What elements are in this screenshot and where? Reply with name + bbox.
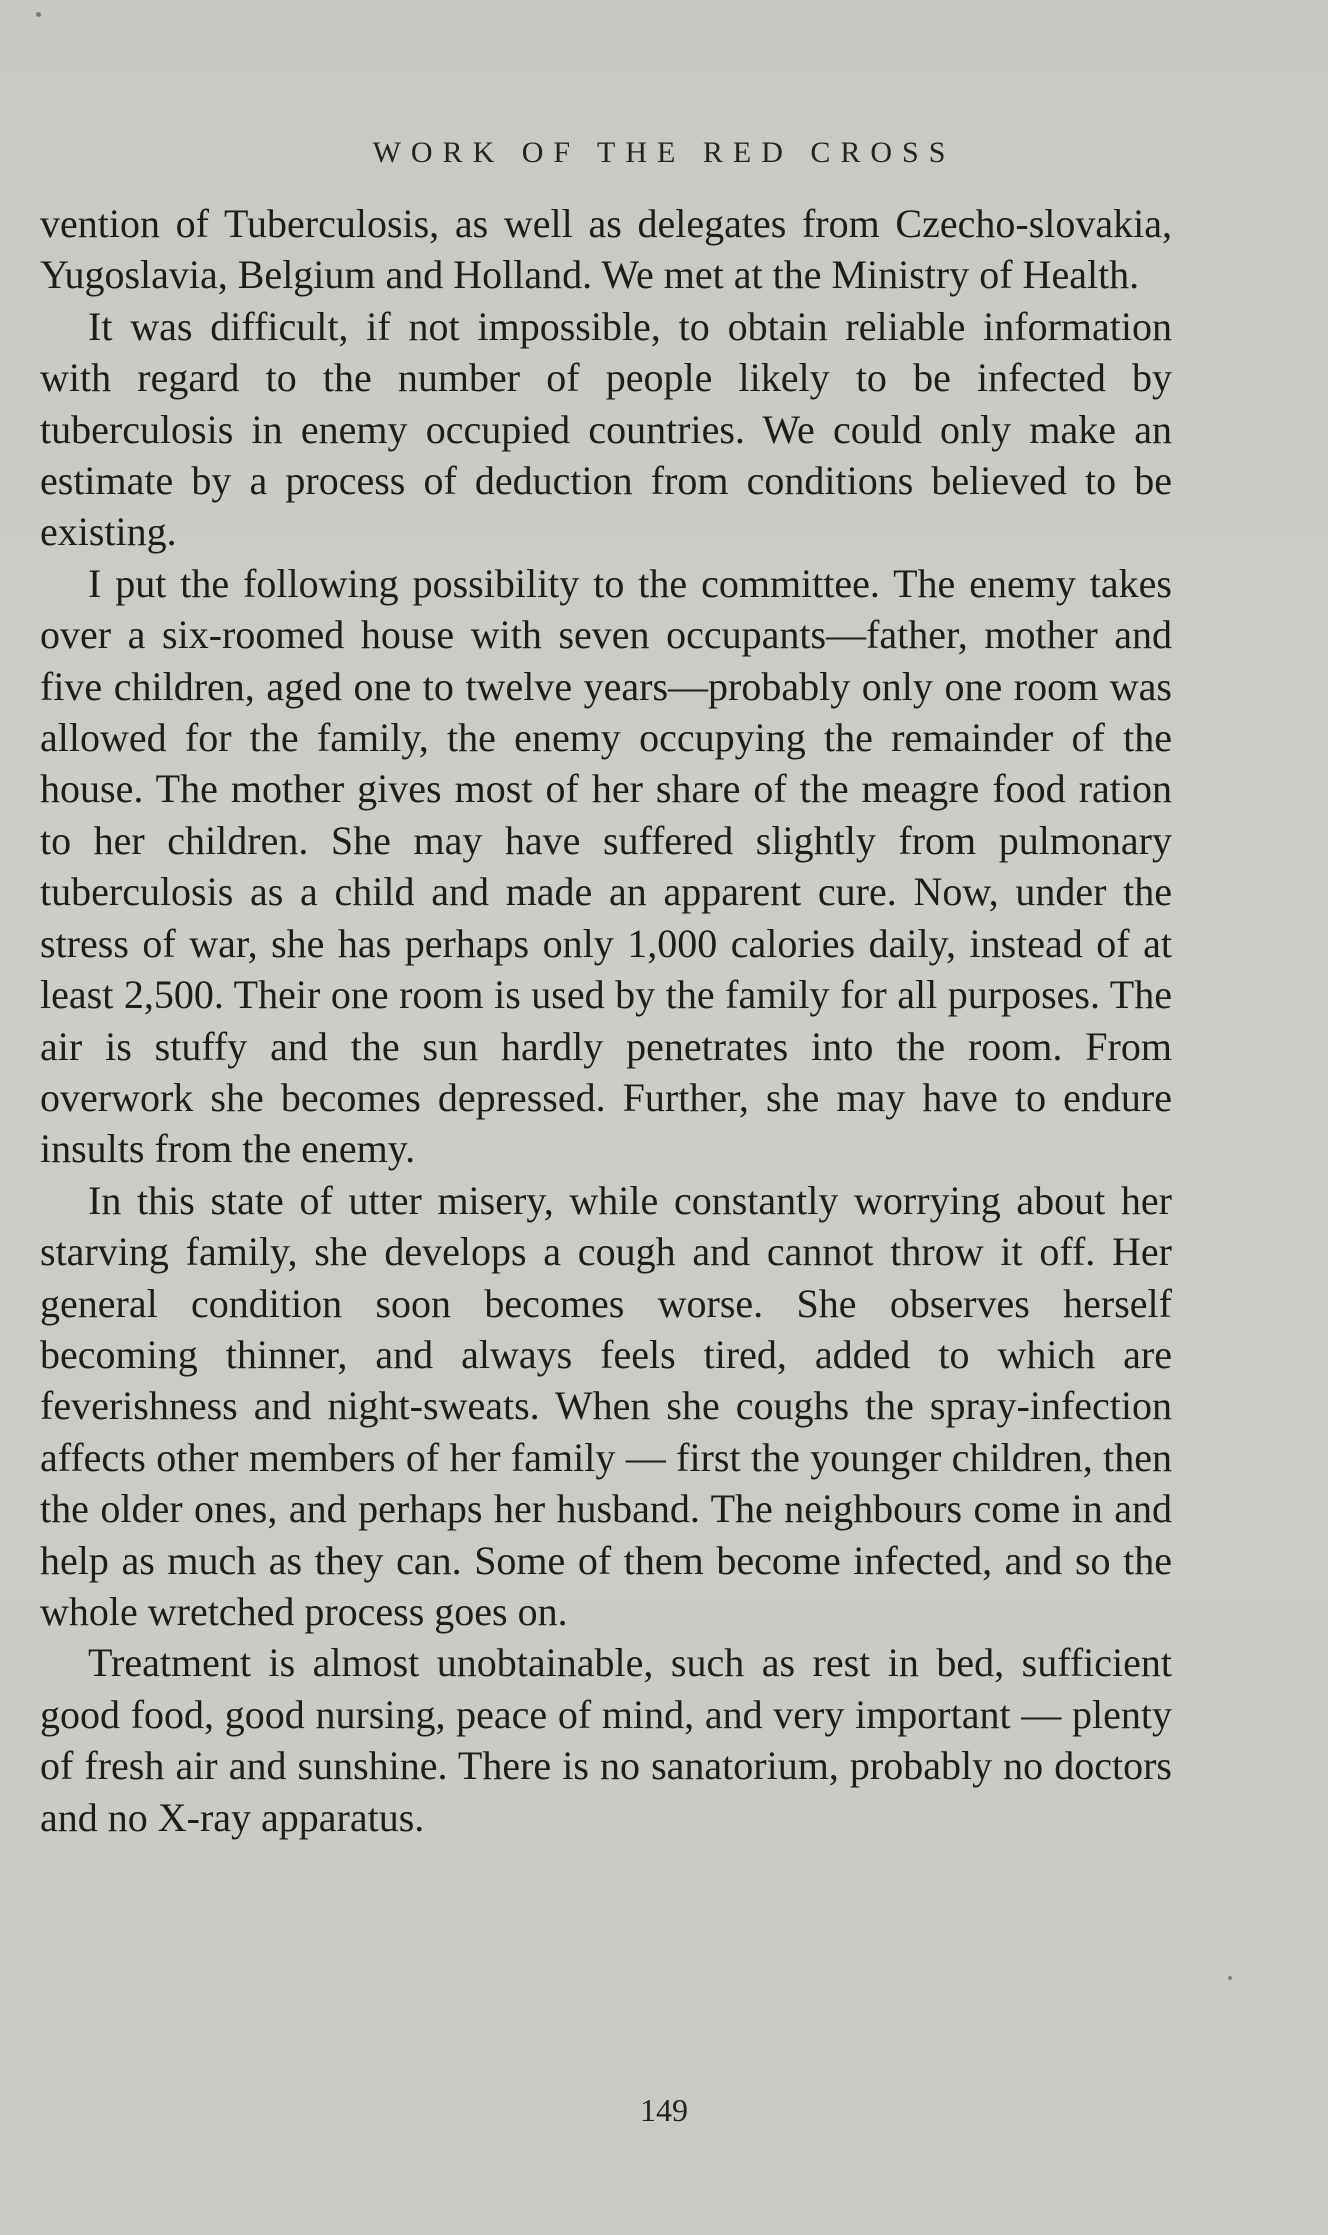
paper-speck xyxy=(1228,1976,1232,1980)
paragraph: It was difficult, if not impossible, to obtain reliable information with regard to the number of people likely to be infected by tuberculosis in enemy occupied countries. We could only make an estimate by a process of deduction from conditions believed to be existing. xyxy=(40,303,1172,555)
running-head: WORK OF THE RED CROSS xyxy=(372,136,956,169)
paragraph: In this state of utter misery, while constantly worrying about her starving family, she develops a cough and cannot throw it off. Her general condition soon becomes worse. She observes herself becoming thinner, and always feels tired, added to which are feverishness and night-sweats. When she coughs the spray-infection affects other members of her family — first the younger children, then the older ones, and perhaps her husband. The neighbours come in and help as much as they can. Some of them become infected, and so the whole wretched process goes on. xyxy=(40,1177,1172,1634)
paragraph-continuation: vention of Tuberculosis, as well as delegates from Czecho-slovakia, Yugoslavia, Belgium and Holland. We met at the Ministry of Health. xyxy=(40,201,1172,298)
body-text xyxy=(40,198,1172,1843)
paragraph: I put the following possibility to the committee. The enemy takes over a six-roomed house with seven occupants—father, mother and five children, aged one to twelve years—probably only one room was allowed for the family, the enemy occupying the remainder of the house. The mother gives most of her share of the meagre food ration to her children. She may have suffered slightly from pulmonary tuberculosis as a child and made an apparent cure. Now, under the stress of war, she has perhaps only 1,000 calories daily, instead of at least 2,500. Their one room is used by the family for all purposes. The air is stuffy and the sun hardly penetrates into the room. From overwork she becomes depressed. Further, she may have to endure insults from the enemy. xyxy=(40,560,1172,1172)
page-number: 149 xyxy=(640,2092,688,2128)
paper-speck xyxy=(36,12,41,17)
paragraph: Treatment is almost unobtainable, such as rest in bed, sufficient good food, good nursing, peace of mind, and very important — plenty of fresh air and sunshine. There is no sanatorium, probably no doctors and no X-ray apparatus. xyxy=(40,1640,1172,1840)
